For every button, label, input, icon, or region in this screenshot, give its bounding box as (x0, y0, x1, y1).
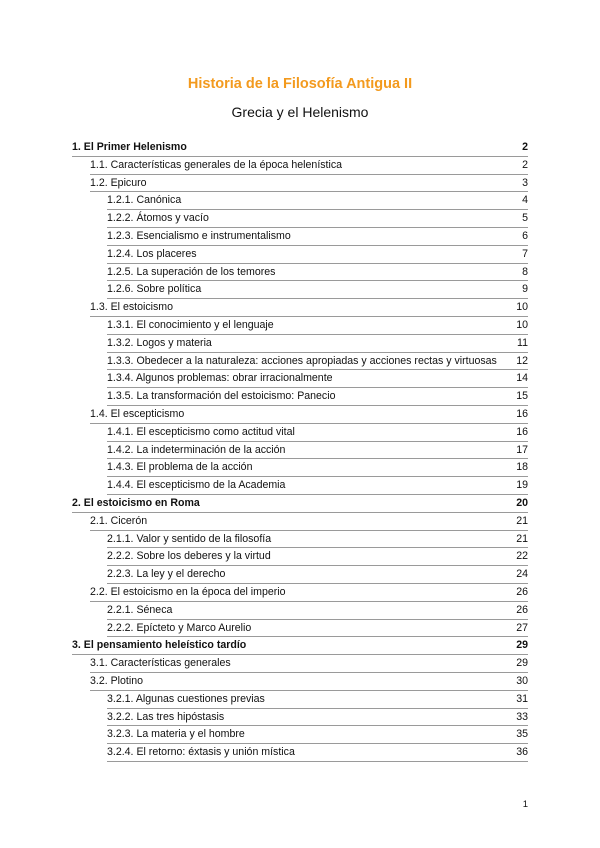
toc-entry-page: 4 (522, 194, 528, 207)
toc-entry-label: 1.4. El escepticismo (90, 407, 185, 420)
toc-entry[interactable] (0, 264, 600, 282)
toc-entry-page: 36 (516, 746, 528, 759)
toc-entry-label: 2.2. El estoicismo en la época del imperio (90, 585, 286, 598)
toc-entry-label: 3.1. Características generales (90, 657, 231, 670)
toc-entry[interactable] (0, 353, 600, 371)
toc-entry[interactable] (0, 388, 600, 406)
toc-entry-label: 3. El pensamiento heleístico tardío (72, 639, 247, 652)
toc-entry-label: 1. El Primer Helenismo (72, 141, 187, 153)
toc-entry[interactable] (0, 459, 600, 477)
toc-entry[interactable] (0, 477, 600, 495)
toc-entry-page: 26 (516, 603, 528, 616)
toc-entry-page: 16 (516, 407, 528, 420)
toc-entry[interactable] (0, 442, 600, 460)
toc-entry[interactable] (0, 513, 600, 531)
toc-entry-page: 24 (516, 568, 528, 581)
document-subtitle: Grecia y el Helenismo (231, 104, 369, 120)
toc-entry-label: 1.2. Epicuro (90, 176, 147, 189)
page-number: 1 (522, 799, 528, 810)
toc-entry-label: 1.4.4. El escepticismo de la Academia (107, 479, 286, 492)
toc-entry[interactable] (0, 192, 600, 210)
toc-entry-label: 3.2. Plotino (90, 674, 144, 687)
toc-entry[interactable] (0, 281, 600, 299)
toc-entry[interactable] (0, 655, 600, 673)
toc-entry-page: 18 (516, 461, 528, 474)
toc-entry-page: 16 (516, 425, 528, 438)
toc-entry[interactable] (0, 566, 600, 584)
toc-entry[interactable] (0, 726, 600, 744)
toc-entry-label: 3.2.4. El retorno: éxtasis y unión mística (107, 746, 295, 759)
toc-entry-page: 21 (516, 514, 528, 527)
toc-entry-label: 1.3.5. La transformación del estoicismo: Panecio (107, 390, 336, 403)
toc-entry-label: 2.1.1. Valor y sentido de la filosofía (107, 532, 272, 545)
toc-entry-label: 2. El estoicismo en Roma (72, 496, 200, 509)
toc-entry-label: 1.2.2. Átomos y vacío (107, 212, 209, 225)
toc-entry-page: 2 (522, 141, 528, 153)
toc-entry-page: 17 (516, 443, 528, 456)
toc-entry-page: 8 (522, 265, 528, 278)
toc-entry-page: 3 (522, 176, 528, 189)
toc-entry-label: 3.2.2. Las tres hipóstasis (107, 710, 225, 723)
toc-entry-label: 1.4.1. El escepticismo como actitud vital (107, 425, 295, 438)
toc-entry-label: 1.3. El estoicismo (90, 301, 174, 314)
toc-entry-page: 27 (516, 621, 528, 634)
toc-entry[interactable] (0, 744, 600, 762)
toc-entry-label: 2.2.3. La ley y el derecho (107, 568, 226, 581)
toc-entry-label: 1.3.4. Algunos problemas: obrar irracionalmente (107, 372, 333, 385)
toc-entry[interactable] (0, 673, 600, 691)
toc-entry-page: 35 (516, 728, 528, 741)
toc-entry-underline (107, 761, 528, 762)
toc-entry-label: 2.2.1. Séneca (107, 603, 173, 616)
toc-entry[interactable] (0, 531, 600, 549)
toc-entry-label: 1.2.6. Sobre política (107, 283, 202, 296)
toc-entry-page: 21 (516, 532, 528, 545)
toc-entry[interactable] (0, 637, 600, 655)
toc-entry[interactable] (0, 406, 600, 424)
toc-entry[interactable] (0, 424, 600, 442)
toc-entry-page: 5 (522, 212, 528, 225)
toc-entry[interactable] (0, 602, 600, 620)
toc-entry-page: 2 (522, 158, 528, 171)
toc-entry-label: 3.2.3. La materia y el hombre (107, 728, 245, 741)
toc-entry-label: 3.2.1. Algunas cuestiones previas (107, 692, 265, 705)
toc-entry-label: 1.3.2. Logos y materia (107, 336, 212, 349)
toc-entry-label: 2.2.2. Sobre los deberes y la virtud (107, 550, 271, 563)
toc-entry[interactable] (0, 228, 600, 246)
toc-entry-label: 1.4.3. El problema de la acción (107, 461, 253, 474)
toc-entry-page: 15 (516, 390, 528, 403)
toc-entry-page: 31 (516, 692, 528, 705)
table-of-contents (0, 139, 600, 762)
toc-entry-page: 22 (516, 550, 528, 563)
toc-entry-page: 10 (516, 318, 528, 331)
toc-entry-page: 14 (516, 372, 528, 385)
toc-entry[interactable] (0, 246, 600, 264)
toc-entry-page: 29 (516, 639, 528, 652)
toc-entry[interactable] (0, 691, 600, 709)
toc-entry-label: 1.2.3. Esencialismo e instrumentalismo (107, 229, 291, 242)
toc-entry-label: 2.1. Cicerón (90, 514, 148, 527)
toc-entry[interactable] (0, 335, 600, 353)
toc-entry[interactable] (0, 139, 600, 157)
toc-entry-page: 6 (522, 229, 528, 242)
toc-entry-label: 1.3.1. El conocimiento y el lenguaje (107, 318, 274, 331)
toc-entry-page: 10 (516, 301, 528, 314)
toc-entry-page: 12 (516, 354, 528, 367)
toc-entry[interactable] (0, 584, 600, 602)
toc-entry-page: 30 (516, 674, 528, 687)
document-title: Historia de la Filosofía Antigua II (187, 76, 413, 92)
toc-entry[interactable] (0, 620, 600, 638)
toc-entry[interactable] (0, 495, 600, 513)
toc-entry[interactable] (0, 210, 600, 228)
toc-entry[interactable] (0, 317, 600, 335)
toc-entry-label: 1.3.3. Obedecer a la naturaleza: acciones apropiadas y acciones rectas y virtuosas (107, 354, 497, 367)
toc-entry[interactable] (0, 157, 600, 175)
toc-entry[interactable] (0, 175, 600, 193)
toc-entry[interactable] (0, 299, 600, 317)
toc-entry-label: 1.2.5. La superación de los temores (107, 265, 276, 278)
toc-entry-label: 1.4.2. La indeterminación de la acción (107, 443, 286, 456)
toc-entry-page: 20 (516, 496, 528, 509)
toc-entry[interactable] (0, 370, 600, 388)
toc-entry-page: 33 (516, 710, 528, 723)
toc-entry-page: 26 (516, 585, 528, 598)
toc-entry-label: 1.2.4. Los placeres (107, 247, 197, 260)
toc-entry-page: 9 (522, 283, 528, 296)
toc-entry-page: 7 (522, 247, 528, 260)
toc-entry-label: 1.2.1. Canónica (107, 194, 182, 207)
toc-entry-label: 2.2.2. Epícteto y Marco Aurelio (107, 621, 252, 634)
toc-entry-label: 1.1. Características generales de la época helenística (90, 158, 343, 171)
toc-entry[interactable] (0, 709, 600, 727)
toc-entry-page: 11 (517, 336, 528, 349)
toc-entry-page: 19 (516, 479, 528, 492)
toc-entry-page: 29 (516, 657, 528, 670)
toc-entry[interactable] (0, 548, 600, 566)
